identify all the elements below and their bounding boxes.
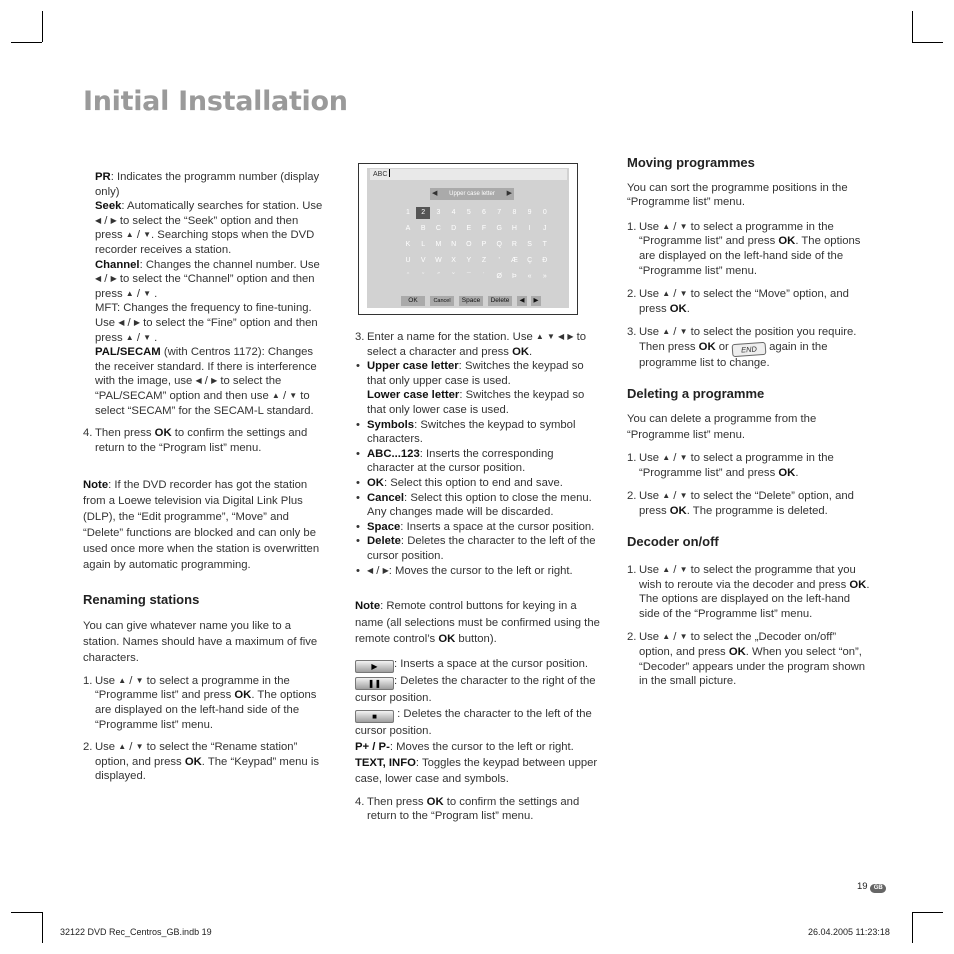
keypad-key[interactable]: X: [451, 257, 456, 264]
arrow-up-icon: ▲: [662, 453, 671, 463]
deleting-intro: You can delete a programme from the “Programme list” menu.: [627, 413, 817, 442]
keypad-key[interactable]: E: [466, 225, 472, 232]
keypad-row: [367, 271, 569, 287]
keypad-key[interactable]: «: [527, 273, 532, 280]
keypad-key[interactable]: 4: [451, 209, 456, 216]
arrow-down-icon: ▼: [135, 742, 144, 752]
arrow-up-icon: ▲: [662, 491, 671, 501]
keypad-key[interactable]: ¯: [466, 273, 471, 280]
deleting-step-1: 1. Use ▲ / ▼ to select a programme in the “Programme list” and press OK.: [627, 452, 834, 479]
arrow-down-icon: ▼: [143, 332, 152, 342]
step-4: 4. Then press OK to confirm the settings and return to the “Program list” menu.: [83, 427, 308, 454]
keypad-name-field[interactable]: ABC: [370, 169, 567, 180]
keypad-key[interactable]: 6: [482, 209, 486, 216]
list-item: • Delete: Deletes the character to the left of the cursor position.: [355, 534, 600, 563]
keypad-left-button[interactable]: ◀: [517, 296, 527, 306]
keypad-key[interactable]: H: [511, 225, 517, 232]
arrow-up-icon: ▲: [662, 632, 671, 642]
arrow-right-icon: ▶: [110, 215, 117, 225]
list-item: • Cancel: Select this option to close the menu. Any changes made will be discarded.: [355, 491, 600, 520]
moving-step-3: 3. Use ▲ / ▼ to select the position you require. Then press OK or END again in the programme list to change.: [627, 326, 857, 369]
keypad-key[interactable]: 5: [466, 209, 471, 216]
keypad-key[interactable]: O: [466, 241, 472, 248]
arrow-down-icon: ▼: [679, 289, 688, 299]
remote-play-line: ▶ : Inserts a space at the cursor position.: [355, 656, 600, 673]
keypad-case-selector[interactable]: ◀ Upper case letter ▶: [430, 188, 514, 200]
keypad-key[interactable]: »: [542, 273, 547, 280]
moving-step-2: 2. Use ▲ / ▼ to select the “Move” option, and press OK.: [627, 288, 849, 315]
print-footer-right: 26.04.2005 11:23:18: [808, 927, 890, 937]
deleting-step-2: 2. Use ▲ / ▼ to select the “Delete” option, and press OK. The programme is deleted.: [627, 490, 854, 517]
arrow-down-icon: ▼: [679, 453, 688, 463]
remote-note: Note: Remote control buttons for keying in a name (all selections must be confirmed using the remote control’s OK button).: [355, 600, 600, 646]
crop-mark: [912, 912, 913, 943]
arrow-down-icon: ▼: [546, 332, 555, 341]
keypad-key[interactable]: Z: [481, 257, 487, 264]
language-badge: GB: [870, 884, 886, 893]
moving-step-1: 1. Use ▲ / ▼ to select a programme in the “Programme list” and press OK. The options are displayed on the left-hand side of the “Programme list” menu.: [627, 220, 861, 277]
page-title: Initial Installation: [83, 86, 348, 117]
list-item: • OK: Select this option to end and save.: [355, 476, 600, 491]
keypad-row: [367, 255, 569, 271]
arrow-right-icon: ▶: [133, 317, 140, 327]
crop-mark: [11, 42, 42, 43]
keypad-key[interactable]: Y: [466, 257, 472, 264]
arrow-down-icon: ▼: [289, 390, 298, 400]
keypad-key[interactable]: K: [405, 241, 411, 248]
deleting-heading: Deleting a programme: [627, 385, 765, 401]
arrow-left-icon: ◀: [118, 317, 125, 327]
decoder-heading: Decoder on/off: [627, 533, 719, 549]
page-number: 19 GB: [857, 881, 886, 893]
list-item: Lower case letter: Switches the keypad so that only lower case is used.: [367, 389, 585, 416]
left-column: [83, 170, 328, 784]
keypad-key[interactable]: 3: [436, 209, 441, 216]
arrow-up-icon: ▲: [662, 221, 671, 231]
keypad-key[interactable]: 0: [542, 209, 547, 216]
list-item: • Upper case letter: Switches the keypad so that only upper case is used.: [355, 359, 600, 388]
keypad-key[interactable]: Q: [496, 241, 502, 248]
keypad-key[interactable]: 1: [406, 209, 410, 216]
keypad-key[interactable]: A: [405, 225, 411, 232]
keypad-cancel-button[interactable]: Cancel: [430, 296, 454, 306]
keypad-key[interactable]: Ð: [542, 257, 548, 264]
keypad-key[interactable]: ˘: [452, 273, 455, 280]
arrow-right-icon: ▶: [506, 190, 512, 197]
arrow-down-icon: ▼: [135, 675, 144, 685]
arrow-up-icon: ▲: [662, 327, 671, 337]
arrow-up-icon: ▲: [118, 742, 127, 752]
keypad-key[interactable]: 2: [416, 207, 430, 219]
arrow-down-icon: ▼: [679, 327, 688, 337]
keypad-key[interactable]: D: [451, 225, 457, 232]
keypad-key[interactable]: ˆ: [406, 273, 410, 280]
keypad-panel: [367, 168, 569, 308]
arrow-left-icon: ◀: [558, 332, 565, 341]
play-button-icon: ▶: [355, 660, 394, 673]
arrow-up-icon: ▲: [662, 289, 671, 299]
arrow-up-icon: ▲: [125, 288, 134, 298]
remote-pplus-line: P+ / P-: Moves the cursor to the left or right.: [355, 740, 574, 753]
print-footer-left: 32122 DVD Rec_Centros_GB.indb 19: [60, 927, 212, 937]
keypad-key[interactable]: Ø: [496, 273, 502, 280]
end-key-icon: END: [732, 342, 767, 357]
arrow-down-icon: ▼: [143, 288, 152, 298]
keypad-key[interactable]: I: [528, 225, 531, 232]
arrow-up-icon: ▲: [271, 390, 280, 400]
renaming-step-4: 4. Then press OK to confirm the settings and return to the “Program list” menu.: [355, 795, 580, 823]
keypad-key[interactable]: B: [420, 225, 426, 232]
keypad-key[interactable]: ˙: [482, 273, 486, 280]
arrow-up-icon: ▲: [662, 565, 671, 575]
arrow-down-icon: ▼: [679, 632, 688, 642]
moving-intro: You can sort the programme positions in the “Programme list” menu.: [627, 181, 848, 209]
crop-mark: [42, 11, 43, 42]
keypad-key[interactable]: L: [421, 241, 426, 248]
moving-heading: Moving programmes: [627, 155, 755, 170]
mft-description: MFT: Changes the frequency to fine-tuning. Use ◀ / ▶ to select the “Fine” option and then press ▲ / ▼ .: [95, 302, 318, 344]
keypad-key[interactable]: C: [435, 225, 441, 232]
renaming-heading: Renaming stations: [83, 592, 200, 608]
pr-description: PR: Indicates the programm number (display only): [95, 171, 320, 198]
arrow-left-icon: ◀: [367, 565, 374, 575]
arrow-up-icon: ▲: [125, 332, 134, 342]
keypad-right-button[interactable]: ▶: [531, 296, 541, 306]
remote-pause-line: ❚❚ : Deletes the character to the right of the cursor position.: [355, 674, 596, 704]
renaming-step-1: 1. Use ▲ / ▼ to select a programme in the “Programme list” and press OK. The options are displayed on the left-hand side of the “Programme list” menu.: [83, 674, 317, 731]
keypad-key[interactable]: J: [543, 225, 547, 232]
list-item: • ABC...123: Inserts the corresponding character at the cursor position.: [355, 447, 600, 476]
settings-list: [83, 170, 328, 418]
arrow-left-icon: ◀: [195, 376, 202, 386]
keypad-key[interactable]: P: [481, 241, 487, 248]
keypad-options-list: [355, 359, 600, 578]
pal-secam-description: PAL/SECAM (with Centros 1172): Changes the receiver standard. If there is interference with the image, use ◀ / ▶ to select the “PAL/SECAM” option and then use ▲ / ▼ to select “SECAM” for the SECAM-L standard.: [95, 346, 317, 417]
right-column: [627, 156, 870, 689]
keypad-key[interactable]: S: [527, 241, 532, 248]
keypad-key[interactable]: Æ: [510, 257, 518, 264]
note-paragraph: Note: If the DVD recorder has got the station from a Loewe television via Digital Link Plus (DLP), the “Edit programme”, “Move” and “Delete” functions are blocked and can only be used once more when the station is overwritten again by automatic programming.: [83, 479, 320, 572]
keypad-key[interactable]: M: [435, 241, 442, 248]
crop-mark: [42, 912, 43, 943]
channel-description: Channel: Changes the channel number. Use ◀ / ▶ to select the “Channel” option and then press ▲ / ▼ .: [95, 258, 320, 300]
middle-column: [355, 330, 600, 824]
keypad-key[interactable]: 8: [512, 209, 517, 216]
keypad-key[interactable]: F: [481, 225, 487, 232]
keypad-key[interactable]: ˇ: [422, 273, 425, 280]
arrow-down-icon: ▼: [679, 221, 688, 231]
arrow-right-icon: ▶: [567, 332, 574, 341]
list-item: • ◀ / ▶: Moves the cursor to the left or right.: [355, 564, 600, 579]
arrow-right-icon: ▶: [382, 565, 389, 575]
keypad-key[interactable]: ˝: [437, 273, 440, 280]
stop-button-icon: ■: [355, 710, 394, 723]
renaming-step-2: 2. Use ▲ / ▼ to select the “Rename station” option, and press OK. The “Keypad” menu is displayed.: [83, 741, 319, 783]
arrow-up-icon: ▲: [125, 230, 134, 240]
keypad-grid: [367, 207, 569, 287]
renaming-step-3: 3. Enter a name for the station. Use ▲ ▼ ◀ ▶ to select a character and press OK.: [355, 331, 587, 358]
keypad-row: [367, 239, 569, 255]
list-item: • Symbols: Switches the keypad to symbol characters.: [355, 418, 600, 447]
arrow-right-icon: ▶: [110, 274, 117, 284]
arrow-left-icon: ◀: [432, 190, 438, 197]
keypad-key[interactable]: 9: [527, 209, 532, 216]
keypad-space-button[interactable]: Space: [459, 296, 483, 306]
arrow-left-icon: ◀: [95, 215, 102, 225]
arrow-down-icon: ▼: [679, 491, 688, 501]
keypad-key[interactable]: Þ: [512, 273, 517, 280]
crop-mark: [912, 11, 913, 42]
keypad-row: [367, 223, 569, 239]
keypad-key[interactable]: G: [496, 225, 502, 232]
arrow-down-icon: ▼: [679, 565, 688, 575]
decoder-step-2: 2. Use ▲ / ▼ to select the „Decoder on/off” option, and press OK. When you select “on”, “Decoder” appears under the program shown in the small picture.: [627, 631, 866, 688]
arrow-right-icon: ▶: [211, 376, 218, 386]
seek-description: Seek: Automatically searches for station. Use ◀ / ▶ to select the “Seek” option and then press ▲ / ▼. Searching stops when the DVD recorder receives a station.: [95, 200, 323, 256]
keypad-key[interactable]: N: [451, 241, 457, 248]
renaming-intro: You can give whatever name you like to a station. Names should have a maximum of five characters.: [83, 619, 318, 664]
list-item: • Space: Inserts a space at the cursor position.: [355, 520, 600, 535]
crop-mark: [912, 42, 943, 43]
arrow-up-icon: ▲: [535, 332, 544, 341]
keypad-key[interactable]: Ç: [527, 257, 533, 264]
arrow-up-icon: ▲: [118, 675, 127, 685]
remote-text-info-line: TEXT, INFO: Toggles the keypad between upper case, lower case and symbols.: [355, 756, 598, 785]
keypad-key[interactable]: W: [435, 257, 442, 264]
keypad-key[interactable]: 7: [497, 209, 502, 216]
crop-mark: [11, 912, 42, 913]
keypad-row: [367, 207, 569, 223]
keypad-key[interactable]: ': [498, 257, 500, 264]
keypad-delete-button[interactable]: Delete: [488, 296, 512, 306]
decoder-step-1: 1. Use ▲ / ▼ to select the programme that you wish to reroute via the decoder and press OK. The options are displayed on the left-hand side of the “Programme list” menu.: [627, 564, 870, 620]
crop-mark: [912, 912, 943, 913]
arrow-left-icon: ◀: [95, 274, 102, 284]
pause-button-icon: ❚❚: [355, 677, 394, 690]
keypad-key[interactable]: T: [542, 241, 547, 248]
arrow-down-icon: ▼: [143, 230, 152, 240]
keypad-screenshot: [358, 163, 578, 315]
keypad-ok-button[interactable]: OK: [401, 296, 425, 306]
keypad-key[interactable]: V: [420, 257, 426, 264]
keypad-key[interactable]: U: [405, 257, 411, 264]
remote-stop-line: ■ : Deletes the character to the left of the cursor position.: [355, 707, 592, 737]
keypad-key[interactable]: R: [511, 241, 517, 248]
